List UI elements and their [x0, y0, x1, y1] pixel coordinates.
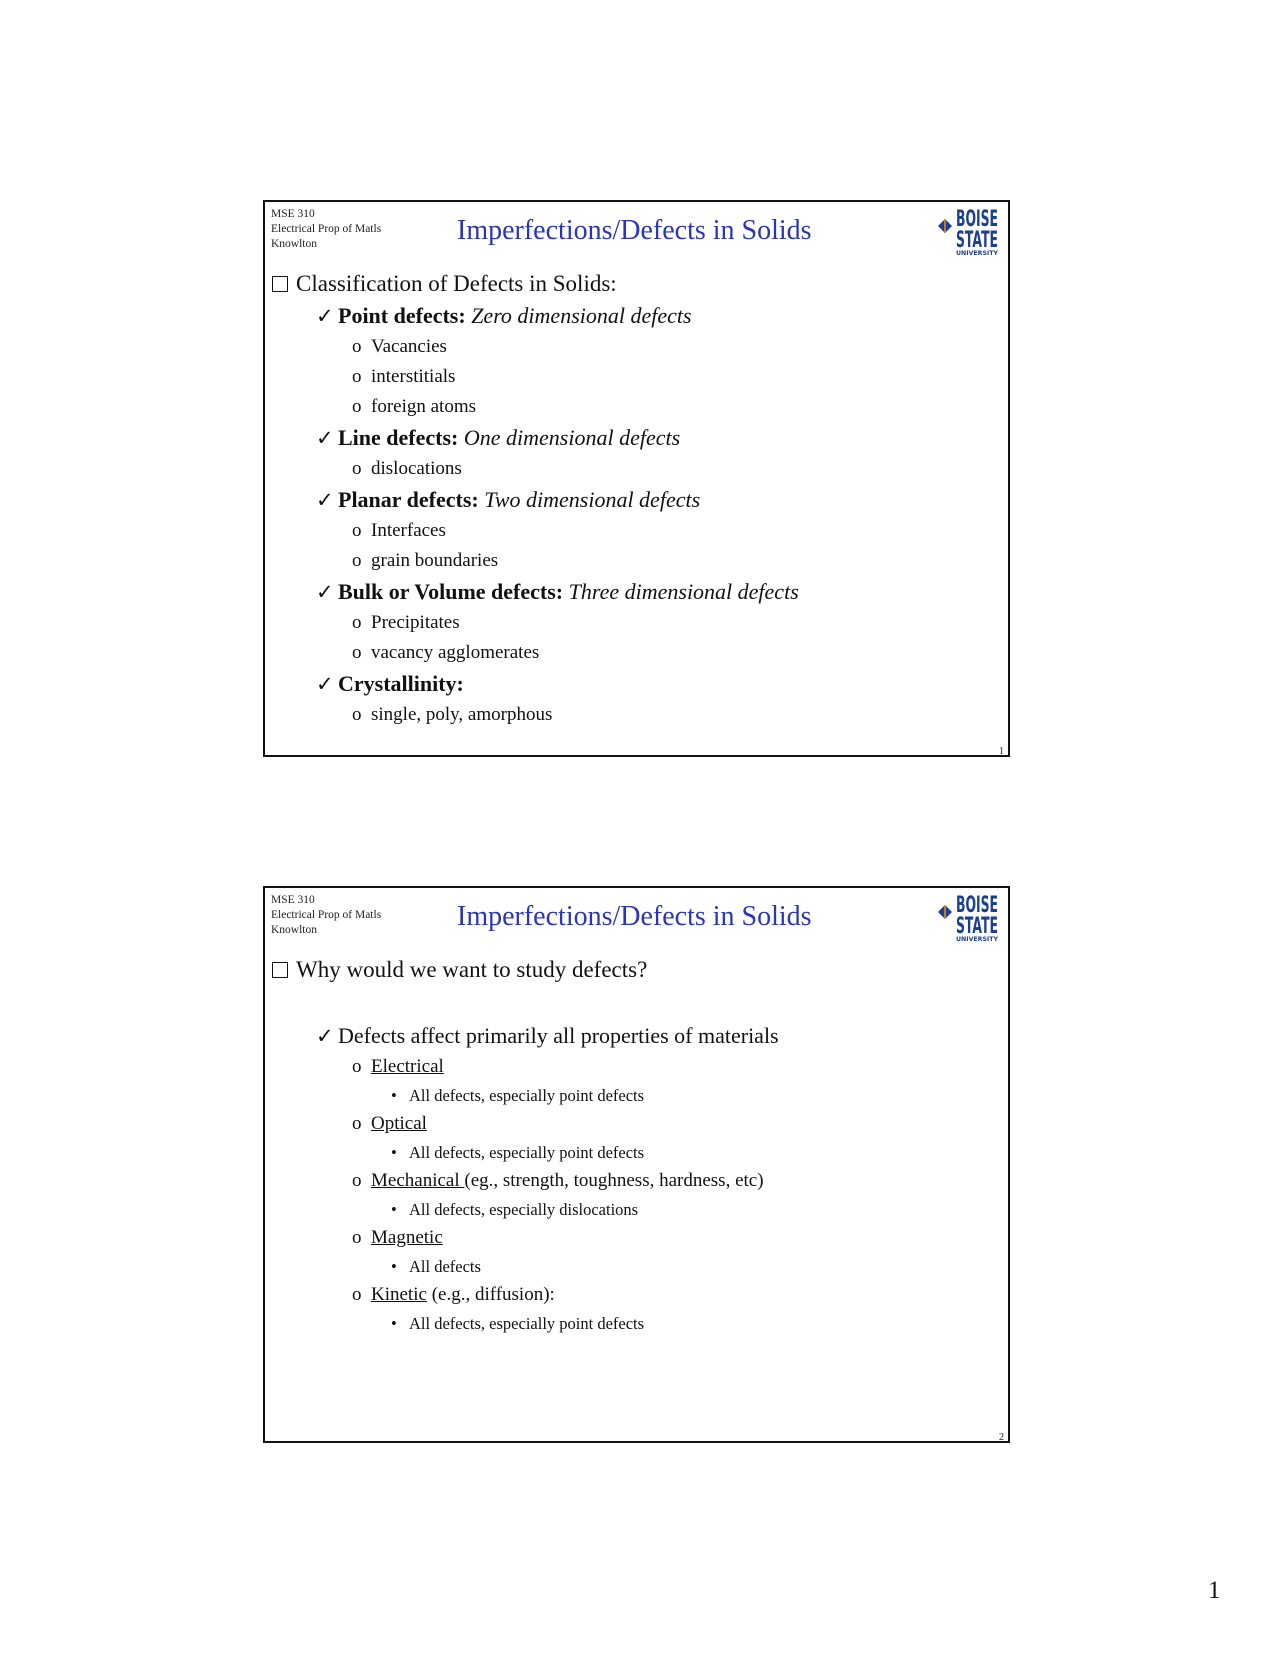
- bullet-icon: o: [352, 336, 362, 357]
- property-item: [272, 1052, 998, 1082]
- bullet-icon: o: [352, 396, 362, 417]
- checkmark-icon: ✓: [316, 1024, 334, 1048]
- checkmark-icon: ✓: [316, 426, 334, 450]
- dot-bullet-icon: •: [391, 1143, 397, 1162]
- instructor-name: Knowlton: [271, 924, 317, 936]
- property-detail: [272, 1253, 998, 1280]
- course-name: Electrical Prop of Matls: [271, 909, 382, 921]
- list-item: [272, 546, 998, 576]
- bullet-icon: o: [352, 1056, 362, 1077]
- section-heading: [272, 268, 998, 300]
- svg-text:STATE: STATE: [956, 228, 998, 253]
- checkmark-icon: ✓: [316, 488, 334, 512]
- detail-text: All defects, especially dislocations: [409, 1200, 639, 1219]
- slide-body: [272, 954, 998, 1337]
- dot-bullet-icon: •: [391, 1200, 397, 1219]
- item-text: Interfaces: [371, 520, 446, 541]
- defect-category: [272, 484, 998, 516]
- category-name: Line defects:: [338, 425, 459, 450]
- defect-category: [272, 422, 998, 454]
- main-point: [272, 1020, 998, 1052]
- course-code: MSE 310: [271, 894, 315, 906]
- property-name: Electrical: [371, 1056, 444, 1077]
- property-item: [272, 1166, 998, 1196]
- category-name: Crystallinity:: [338, 671, 464, 696]
- list-item: [272, 454, 998, 484]
- heading-text: Classification of Defects in Solids:: [296, 271, 617, 296]
- checkmark-icon: ✓: [316, 580, 334, 604]
- property-detail: [272, 1196, 998, 1223]
- list-item: [272, 362, 998, 392]
- svg-text:UNIVERSITY: UNIVERSITY: [956, 249, 999, 256]
- slide-title: Imperfections/Defects in Solids: [457, 901, 812, 932]
- property-name: Mechanical: [371, 1170, 465, 1191]
- slide-number: 2: [999, 1432, 1004, 1443]
- dot-bullet-icon: •: [391, 1314, 397, 1333]
- heading-text: Why would we want to study defects?: [296, 957, 648, 982]
- item-text: grain boundaries: [371, 550, 499, 571]
- slide-body: [272, 268, 998, 730]
- property-detail: [272, 1310, 998, 1337]
- property-extra: (eg., strength, toughness, hardness, etc): [464, 1170, 764, 1191]
- defect-category: [272, 576, 998, 608]
- bullet-icon: o: [352, 520, 362, 541]
- instructor-name: Knowlton: [271, 238, 317, 250]
- slide-2: [263, 886, 1010, 1443]
- boise-state-logo: [936, 204, 1004, 256]
- item-text: interstitials: [371, 366, 456, 387]
- course-code: MSE 310: [271, 208, 315, 220]
- dot-bullet-icon: •: [391, 1257, 397, 1276]
- list-item: [272, 638, 998, 668]
- property-item: [272, 1280, 998, 1310]
- slide-1: [263, 200, 1010, 757]
- detail-text: All defects, especially point defects: [409, 1314, 645, 1333]
- property-name: Magnetic: [371, 1227, 443, 1248]
- bullet-icon: o: [352, 642, 362, 663]
- property-detail: [272, 1082, 998, 1109]
- list-item: [272, 332, 998, 362]
- checkmark-icon: ✓: [316, 304, 334, 328]
- category-name: Bulk or Volume defects:: [338, 579, 564, 604]
- bullet-icon: o: [352, 612, 362, 633]
- slide-header-info: [271, 893, 381, 938]
- boise-state-logo: [936, 890, 1004, 942]
- bullet-icon: o: [352, 458, 362, 479]
- property-item: [272, 1109, 998, 1139]
- item-text: Vacancies: [371, 336, 447, 357]
- category-description: Two dimensional defects: [484, 487, 701, 512]
- property-extra: (e.g., diffusion):: [426, 1284, 555, 1305]
- list-item: [272, 516, 998, 546]
- detail-text: All defects: [409, 1257, 481, 1276]
- property-name: Kinetic: [371, 1284, 427, 1305]
- page-number: 1: [1208, 1577, 1221, 1604]
- checkbox-bullet-icon: [272, 962, 288, 978]
- section-heading: [272, 954, 998, 986]
- category-description: One dimensional defects: [463, 425, 681, 450]
- svg-text:UNIVERSITY: UNIVERSITY: [956, 935, 999, 942]
- item-text: dislocations: [371, 458, 462, 479]
- checkbox-bullet-icon: [272, 276, 288, 292]
- bullet-icon: o: [352, 1113, 362, 1134]
- slide-header-info: [271, 207, 381, 252]
- property-name: Optical: [371, 1113, 427, 1134]
- list-item: [272, 608, 998, 638]
- category-description: Zero dimensional defects: [471, 303, 692, 328]
- svg-text:BOISE: BOISE: [956, 207, 998, 232]
- bullet-icon: o: [352, 550, 362, 571]
- bullet-icon: o: [352, 1227, 362, 1248]
- category-name: Point defects:: [338, 303, 466, 328]
- slide-title: Imperfections/Defects in Solids: [457, 215, 812, 246]
- item-text: Precipitates: [371, 612, 460, 633]
- item-text: single, poly, amorphous: [371, 704, 553, 725]
- property-detail: [272, 1139, 998, 1166]
- property-item: [272, 1223, 998, 1253]
- detail-text: All defects, especially point defects: [409, 1086, 645, 1105]
- detail-text: All defects, especially point defects: [409, 1143, 645, 1162]
- item-text: vacancy agglomerates: [371, 642, 540, 663]
- defect-category: [272, 300, 998, 332]
- defect-category: [272, 668, 998, 700]
- svg-text:STATE: STATE: [956, 914, 998, 939]
- course-name: Electrical Prop of Matls: [271, 223, 382, 235]
- point-text: Defects affect primarily all properties of materials: [338, 1023, 779, 1048]
- bullet-icon: o: [352, 1170, 362, 1191]
- slide-number: 1: [999, 746, 1004, 757]
- list-item: [272, 392, 998, 422]
- category-description: Three dimensional defects: [568, 579, 799, 604]
- checkmark-icon: ✓: [316, 672, 334, 696]
- category-name: Planar defects:: [338, 487, 479, 512]
- dot-bullet-icon: •: [391, 1086, 397, 1105]
- svg-text:BOISE: BOISE: [956, 893, 998, 918]
- bullet-icon: o: [352, 1284, 362, 1305]
- item-text: foreign atoms: [371, 396, 477, 417]
- list-item: [272, 700, 998, 730]
- bullet-icon: o: [352, 704, 362, 725]
- bullet-icon: o: [352, 366, 362, 387]
